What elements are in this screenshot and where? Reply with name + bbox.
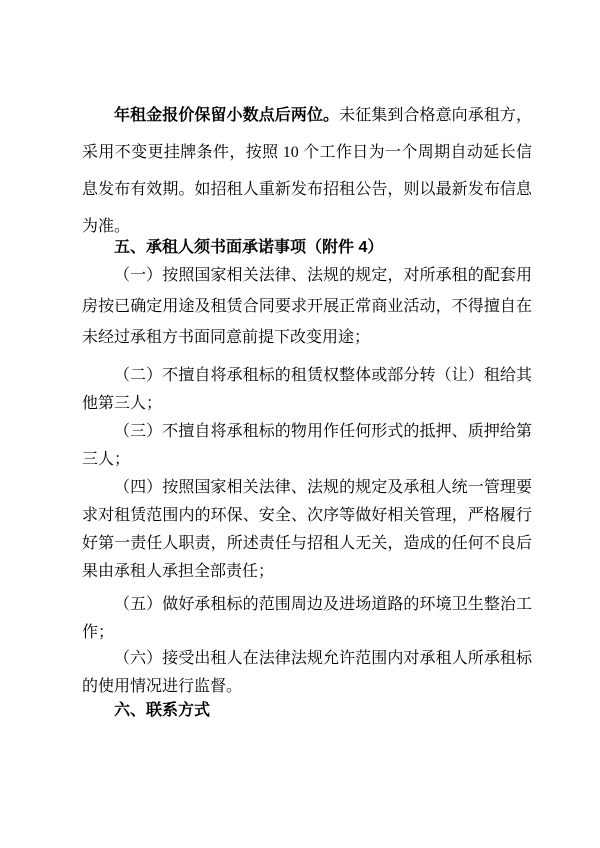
paragraph-rent-bid-rules-body: 未征集到合格意向承租方，采用不变更挂牌条件，按照 10 个工作日为一个周期自动延长信息发布有效期。如招租人重新发布招租公告，则以最新发布信息为准。 [82,107,532,235]
commitment-item-3: （三）不擅自将承租标的物用作任何形式的抵押、质押给第三人； [82,423,532,468]
commitment-item-5: （五）做好承租标的范围周边及进场道路的环境卫生整治工作； [82,596,532,641]
commitment-item-4: （四）按照国家相关法律、法规的规定及承租人统一管理要求对租赁范围内的环保、安全、次序等做好相关管理，严格履行好第一责任人职责，所述责任与招租人无关，造成的任何不良后果由承租人承担全部责任； [82,479,532,580]
commitment-item-2: （二）不擅自将承租标的租赁权整体或部分转（让）租给其他第三人； [82,367,532,412]
commitment-item-1: （一）按照国家相关法律、法规的规定，对所承租的配套用房按已确定用途及租赁合同要求开展正常商业活动，不得擅自在未经过承租方书面同意前提下改变用途； [82,267,532,346]
commitment-item-6: （六）接受出租人在法律法规允许范围内对承租人所承租标的使用情况进行监督。 [82,650,532,695]
section6-heading: 六、联系方式 [114,702,211,719]
paragraph-rent-bid-rules [82,97,532,245]
paragraph-rent-bid-rules-bold-lead: 年租金报价保留小数点后两位。 [114,107,340,124]
section5-heading: 五、承租人须书面承诺事项（附件 4） [114,239,384,256]
